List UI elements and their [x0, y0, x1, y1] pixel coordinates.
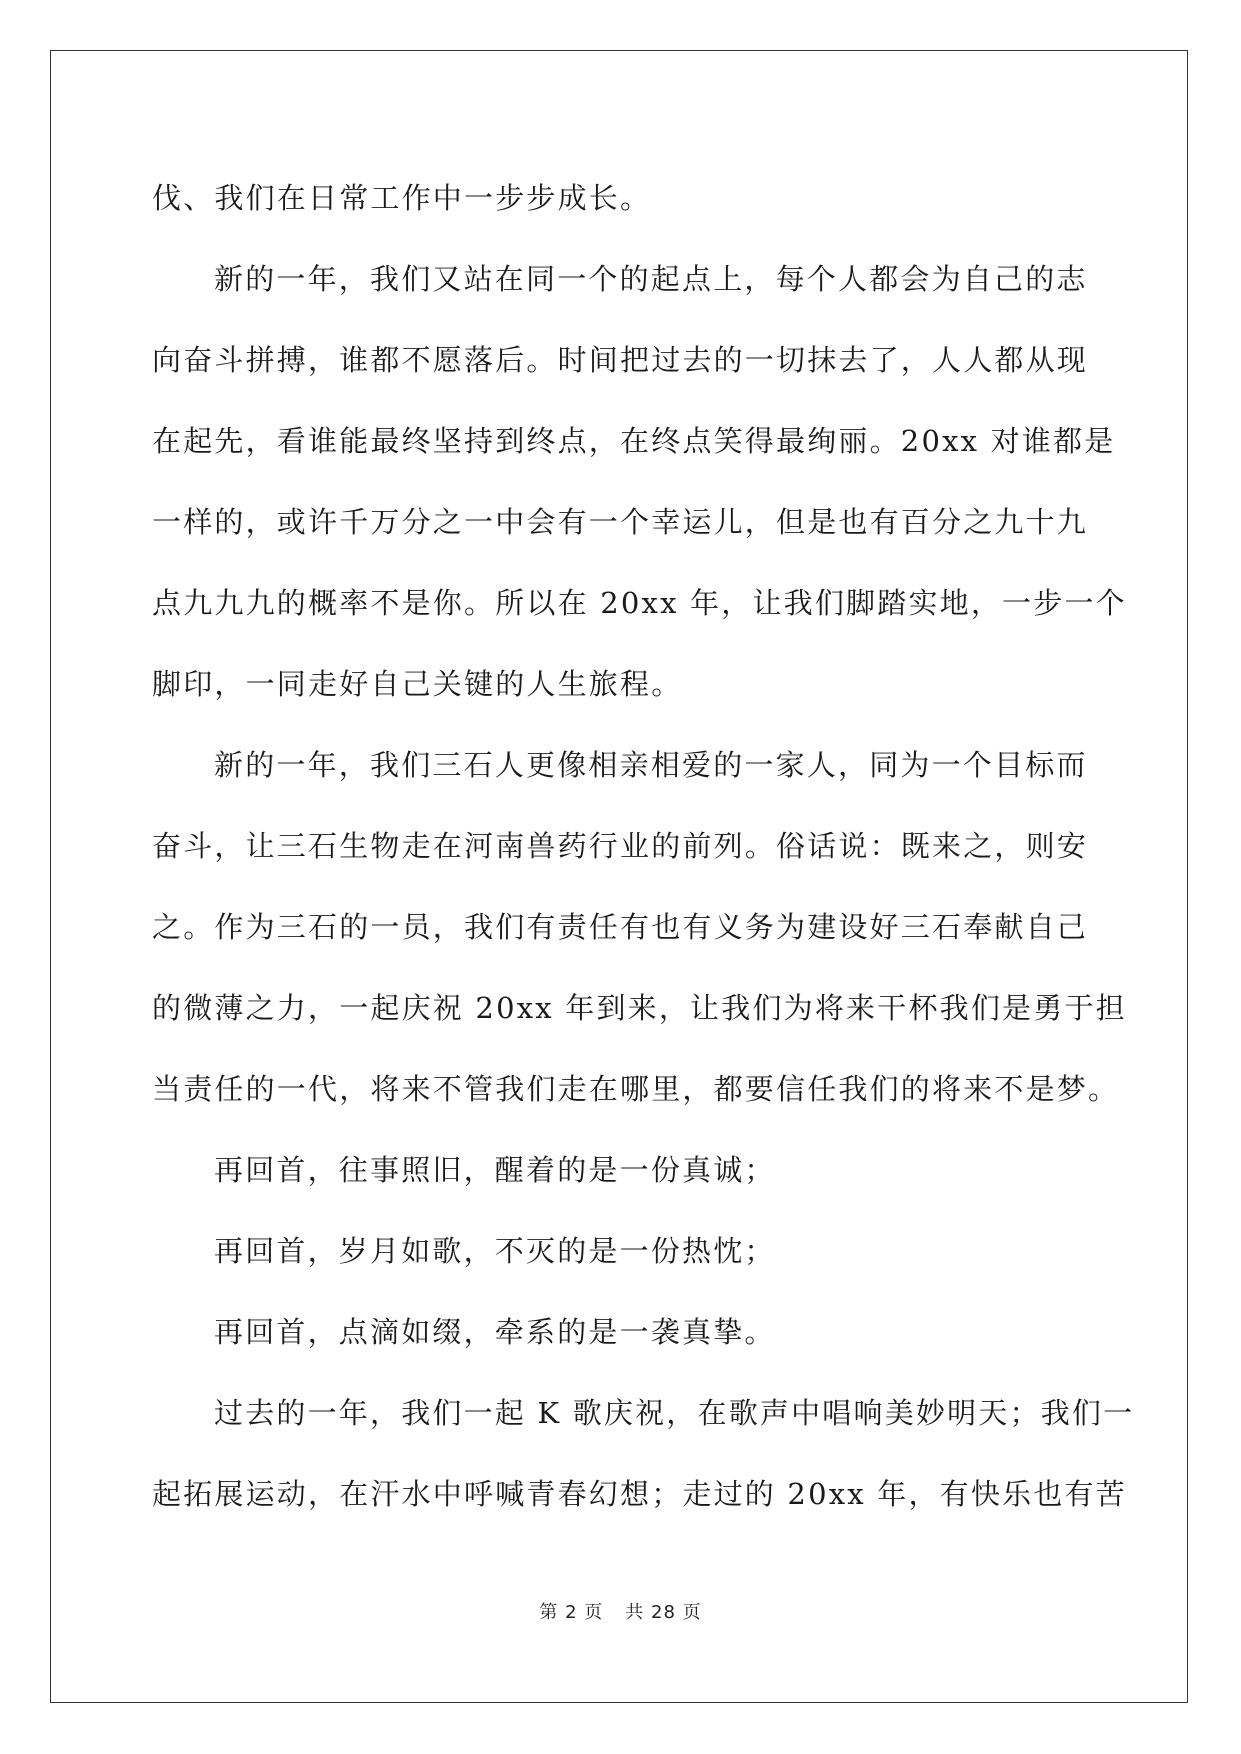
- text-line: 奋斗，让三石生物走在河南兽药行业的前列。俗话说：既来之，则安: [152, 829, 1089, 863]
- text-line: 点九九九的概率不是你。所以在 20xx 年，让我们脚踏实地，一步一个: [152, 586, 1127, 620]
- document-body: [152, 158, 1135, 1535]
- text-line: 起拓展运动，在汗水中呼喊青春幻想；走过的 20xx 年，有快乐也有苦: [152, 1477, 1127, 1511]
- text-line: 再回首，岁月如歌，不灭的是一份热忱；: [214, 1234, 776, 1268]
- text-line: 再回首，点滴如缀，牵系的是一袭真挚。: [214, 1315, 776, 1349]
- text-line: 脚印，一同走好自己关键的人生旅程。: [152, 667, 683, 701]
- text-line: 新的一年，我们又站在同一个的起点上，每个人都会为自己的志: [214, 262, 1088, 296]
- text-line: 再回首，往事照旧，醒着的是一份真诚；: [214, 1153, 776, 1187]
- text-line: 新的一年，我们三石人更像相亲相爱的一家人，同为一个目标而: [214, 748, 1088, 782]
- text-line: 当责任的一代，将来不管我们走在哪里，都要信任我们的将来不是梦。: [152, 1072, 1120, 1106]
- page-number: 第 2 页: [539, 1602, 604, 1623]
- text-line: 的微薄之力，一起庆祝 20xx 年到来，让我们为将来干杯我们是勇于担: [152, 991, 1127, 1025]
- page-footer: [0, 1598, 1241, 1624]
- text-line: 在起先，看谁能最终坚持到终点，在终点笑得最绚丽。20xx 对谁都是: [152, 424, 1116, 458]
- text-line: 向奋斗拼搏，谁都不愿落后。时间把过去的一切抹去了，人人都从现: [152, 343, 1089, 377]
- text-line: 之。作为三石的一员，我们有责任有也有义务为建设好三石奉献自己: [152, 910, 1089, 944]
- text-line: 伐、我们在日常工作中一步步成长。: [152, 181, 652, 215]
- page-total: 共 28 页: [625, 1602, 702, 1623]
- text-line: 过去的一年，我们一起 K 歌庆祝，在歌声中唱响美妙明天；我们一: [214, 1396, 1135, 1430]
- text-line: 一样的，或许千万分之一中会有一个幸运儿，但是也有百分之九十九: [152, 505, 1089, 539]
